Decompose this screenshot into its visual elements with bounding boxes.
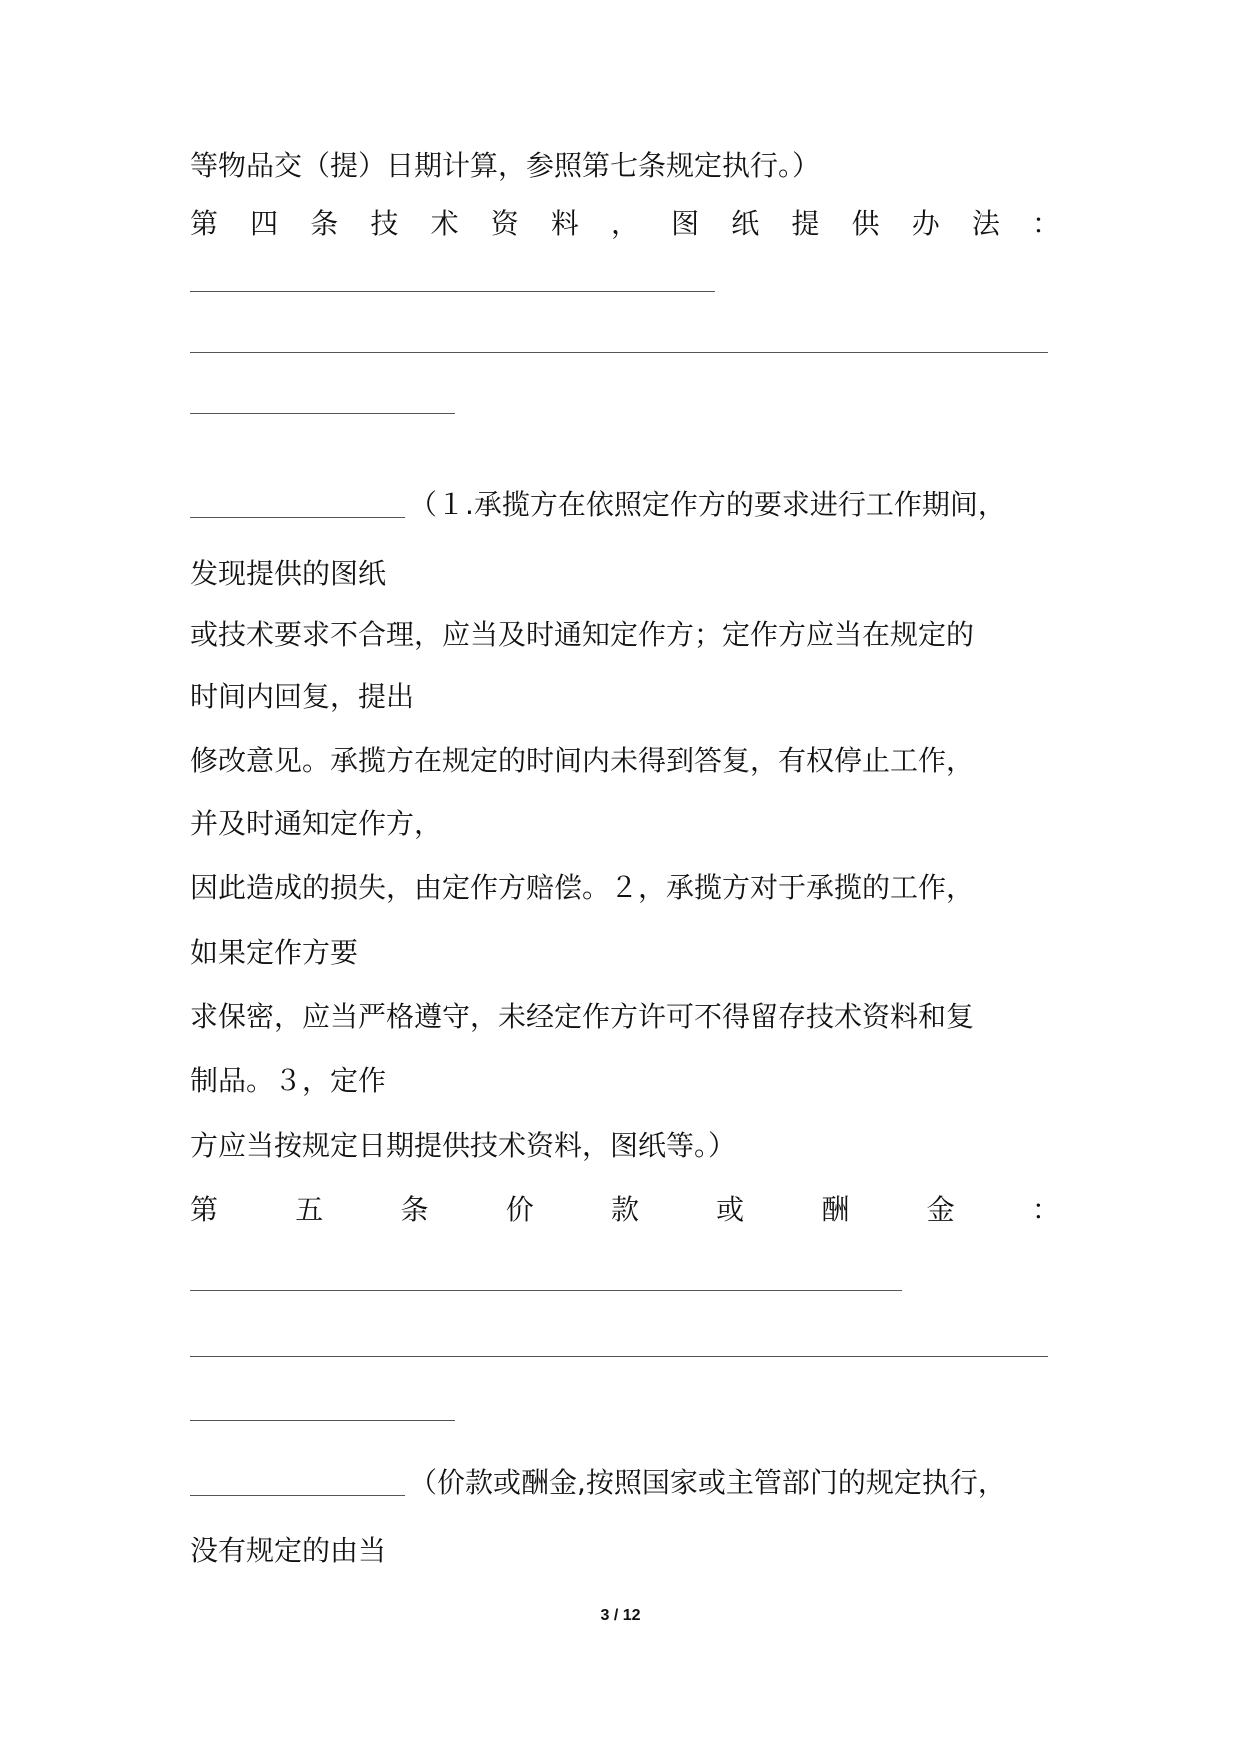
heading-char: 四 xyxy=(250,207,279,240)
heading-char: 款 xyxy=(610,1193,639,1226)
article-4-heading xyxy=(190,206,1060,242)
blank-field xyxy=(190,517,405,518)
text-line: 发现提供的图纸 xyxy=(190,557,387,590)
heading-char: 条 xyxy=(400,1193,429,1226)
text-line xyxy=(190,1465,1006,1501)
blank-rule xyxy=(190,1356,1048,1357)
blank-rule xyxy=(190,413,455,414)
heading-char: 金 xyxy=(926,1193,955,1226)
heading-char: 供 xyxy=(851,207,880,240)
heading-char: 技 xyxy=(370,207,399,240)
heading-char: 纸 xyxy=(731,207,760,240)
text-line: 等物品交（提）日期计算，参照第七条规定执行。） xyxy=(190,149,821,182)
text-line: 因此造成的损失，由定作方赔偿。２，承揽方对于承揽的工作， xyxy=(190,871,975,904)
heading-char: ， xyxy=(610,207,639,240)
heading-char: 或 xyxy=(716,1193,745,1226)
text-line: 并及时通知定作方， xyxy=(190,807,443,840)
blank-rule xyxy=(190,1290,902,1291)
text-line: 如果定作方要 xyxy=(190,936,359,969)
article-5-heading xyxy=(190,1192,1060,1228)
heading-char: 提 xyxy=(791,207,820,240)
blank-rule xyxy=(190,291,715,292)
page-number: 3 / 12 xyxy=(600,1607,641,1624)
heading-char: 法 xyxy=(971,207,1000,240)
heading-char: ： xyxy=(1031,1193,1060,1226)
text-line: 修改意见。承揽方在规定的时间内未得到答复，有权停止工作， xyxy=(190,744,975,777)
blank-field xyxy=(190,1495,405,1496)
text-line xyxy=(190,487,1006,523)
text-line: 求保密，应当严格遵守，未经定作方许可不得留存技术资料和复 xyxy=(190,1000,975,1033)
heading-char: 术 xyxy=(430,207,459,240)
blank-rule xyxy=(190,1420,455,1421)
heading-char: ： xyxy=(1031,207,1060,240)
heading-char: 价 xyxy=(505,1193,534,1226)
blank-rule xyxy=(190,352,1048,353)
heading-char: 酬 xyxy=(821,1193,850,1226)
heading-char: 料 xyxy=(550,207,579,240)
text-line: 或技术要求不合理，应当及时通知定作方；定作方应当在规定的 xyxy=(190,618,975,651)
heading-char: 图 xyxy=(671,207,700,240)
heading-char: 第 xyxy=(190,1193,219,1226)
text-line: 制品。３，定作 xyxy=(190,1064,387,1097)
text-line: 时间内回复，提出 xyxy=(190,680,415,713)
heading-char: 第 xyxy=(190,207,219,240)
text-line: 方应当按规定日期提供技术资料，图纸等。） xyxy=(190,1129,737,1162)
heading-char: 条 xyxy=(310,207,339,240)
text-line: 没有规定的由当 xyxy=(190,1534,387,1567)
heading-char: 办 xyxy=(911,207,940,240)
heading-char: 五 xyxy=(295,1193,324,1226)
blank-line-text: （价款或酬金,按照国家或主管部门的规定执行， xyxy=(409,1466,1006,1499)
blank-line-text: （１.承揽方在依照定作方的要求进行工作期间， xyxy=(409,488,1006,521)
heading-char: 资 xyxy=(490,207,519,240)
